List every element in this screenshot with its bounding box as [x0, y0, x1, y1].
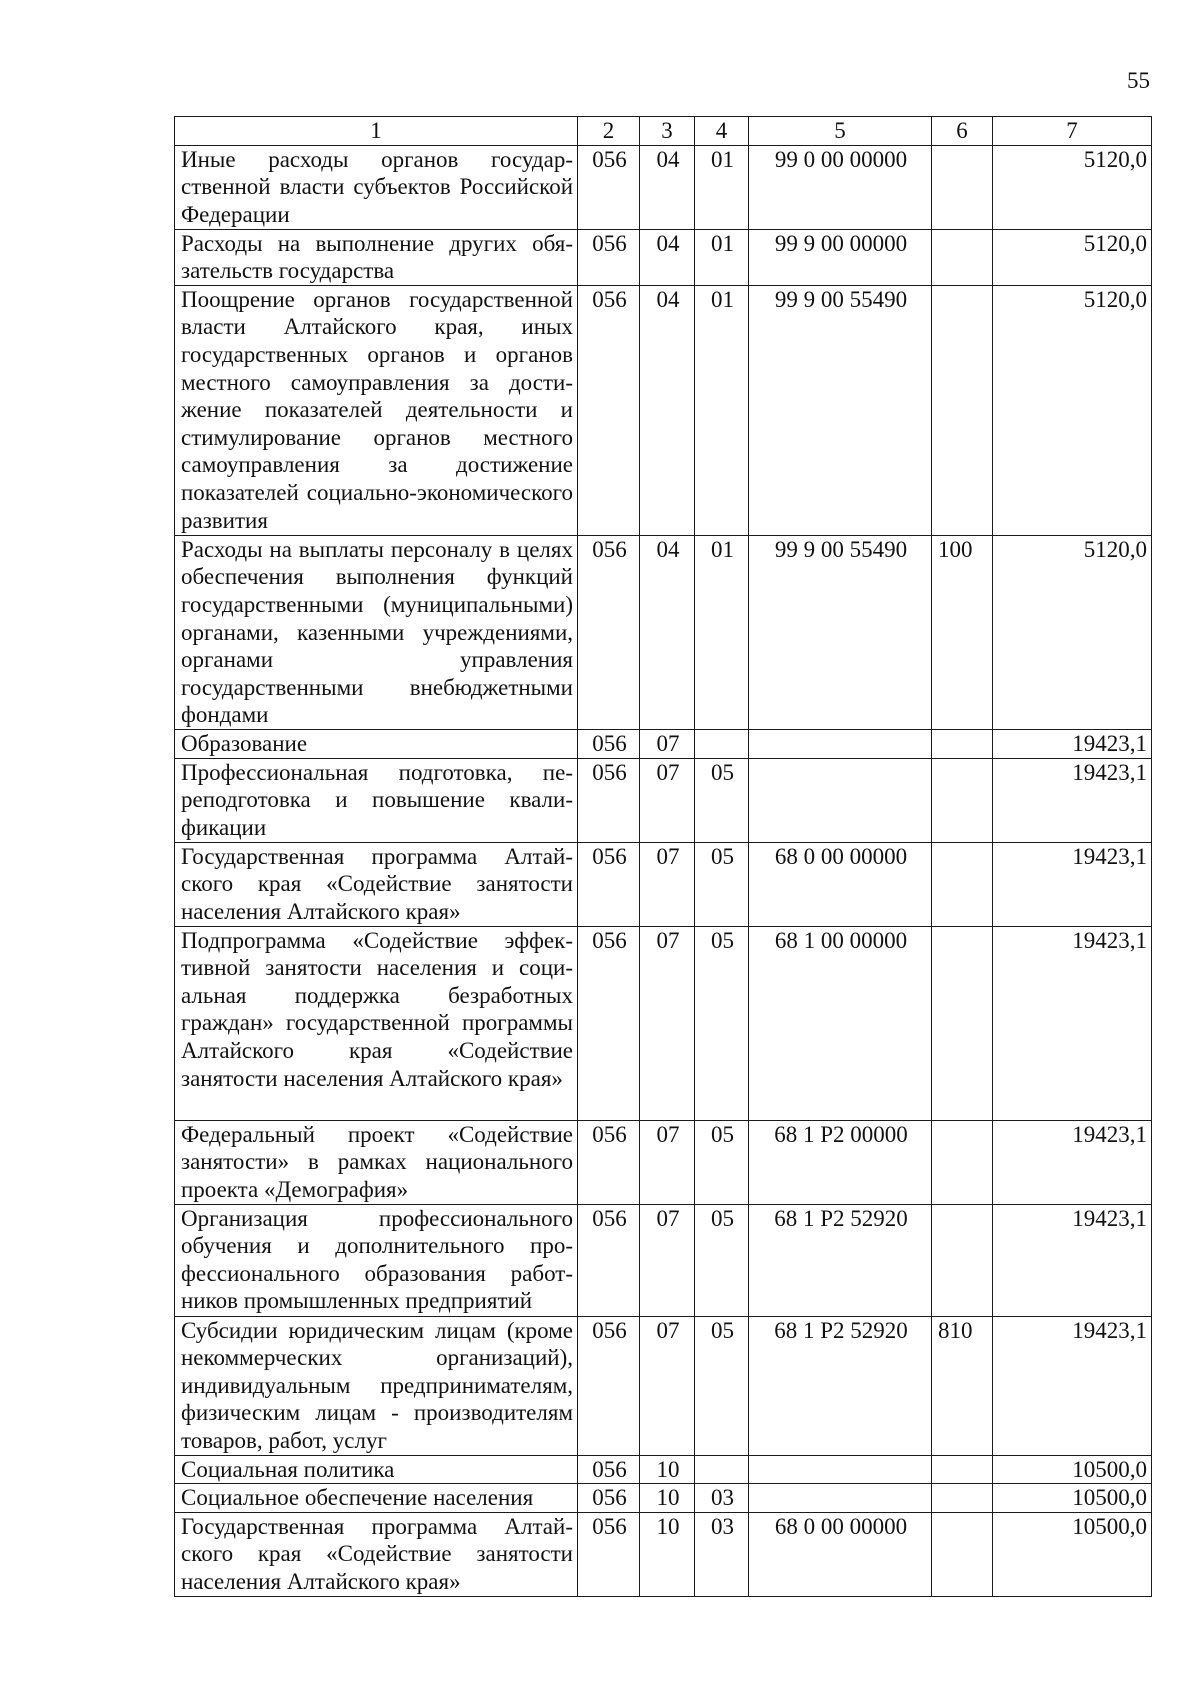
table-row — [175, 1120, 1152, 1204]
amount-cell: 5120,0 — [993, 285, 1152, 535]
section-code-cell: 07 — [640, 758, 695, 842]
header-cell: 2 — [578, 117, 640, 146]
section-code-cell: 10 — [640, 1512, 695, 1596]
table-row — [175, 1204, 1152, 1316]
row-name-cell: Федеральный проект «Содействие занятости» в рамках национального проекта «Демография» — [175, 1120, 578, 1204]
amount-cell: 19423,1 — [993, 1204, 1152, 1316]
expense-type-cell: 100 — [932, 535, 993, 729]
subsection-code-cell: 01 — [695, 285, 749, 535]
ministry-code-cell: 056 — [578, 758, 640, 842]
ministry-code-cell: 056 — [578, 926, 640, 1120]
subsection-code-cell: 05 — [695, 1316, 749, 1455]
row-name-cell: Субсидии юридическим лицам (кроме некоммерческих организаций), индивидуальным предпринимателям, физическим лицам - производителям товаров, работ, услуг — [175, 1316, 578, 1455]
subsection-code-cell: 03 — [695, 1512, 749, 1596]
subsection-code-cell: 01 — [695, 145, 749, 229]
ministry-code-cell: 056 — [578, 1204, 640, 1316]
header-row — [175, 117, 1152, 146]
subsection-code-cell: 05 — [695, 842, 749, 926]
expense-type-cell — [932, 729, 993, 758]
expense-type-cell — [932, 1484, 993, 1513]
amount-cell: 10500,0 — [993, 1512, 1152, 1596]
table-row — [175, 926, 1152, 1120]
target-article-cell: 99 0 00 00000 — [749, 145, 932, 229]
target-article-cell — [749, 1484, 932, 1513]
table-row — [175, 285, 1152, 535]
row-name-cell: Иные расходы органов государственной власти субъектов Российской Федерации — [175, 145, 578, 229]
target-article-cell: 99 9 00 55490 — [749, 285, 932, 535]
section-code-cell: 10 — [640, 1484, 695, 1513]
table-row — [175, 1316, 1152, 1455]
subsection-code-cell: 03 — [695, 1484, 749, 1513]
section-code-cell: 10 — [640, 1455, 695, 1484]
expense-type-cell — [932, 285, 993, 535]
subsection-code-cell: 05 — [695, 758, 749, 842]
target-article-cell: 68 1 P2 00000 — [749, 1120, 932, 1204]
row-name-cell: Расходы на выплаты персоналу в целях обеспечения выполнения функций государственными (муниципальными) органами, казенными учреждениями, органами управления государственными внебюджетными фондами — [175, 535, 578, 729]
ministry-code-cell: 056 — [578, 1316, 640, 1455]
header-cell: 5 — [749, 117, 932, 146]
row-name-cell: Социальная политика — [175, 1455, 578, 1484]
subsection-code-cell: 05 — [695, 1120, 749, 1204]
table-row — [175, 1512, 1152, 1596]
section-code-cell: 07 — [640, 1120, 695, 1204]
amount-cell: 10500,0 — [993, 1484, 1152, 1513]
table-row — [175, 1484, 1152, 1513]
subsection-code-cell: 01 — [695, 535, 749, 729]
target-article-cell: 99 9 00 00000 — [749, 229, 932, 285]
amount-cell: 10500,0 — [993, 1455, 1152, 1484]
table-row — [175, 729, 1152, 758]
section-code-cell: 07 — [640, 926, 695, 1120]
target-article-cell — [749, 1455, 932, 1484]
amount-cell: 19423,1 — [993, 1120, 1152, 1204]
amount-cell: 5120,0 — [993, 535, 1152, 729]
section-code-cell: 04 — [640, 285, 695, 535]
ministry-code-cell: 056 — [578, 842, 640, 926]
row-name-cell: Расходы на выполнение других обязательств государства — [175, 229, 578, 285]
amount-cell: 19423,1 — [993, 926, 1152, 1120]
page-number: 55 — [1127, 68, 1150, 93]
table-row — [175, 842, 1152, 926]
amount-cell: 19423,1 — [993, 758, 1152, 842]
ministry-code-cell: 056 — [578, 1484, 640, 1513]
row-name-cell: Подпрограмма «Содействие эффективной занятости населения и социальная поддержка безработных граждан» государственной программы Алтайского края «Содействие занятости населения Алтайского края» — [175, 926, 578, 1120]
target-article-cell — [749, 758, 932, 842]
row-name-cell: Организация профессионального обучения и дополнительного профессионального образования работников промышленных предприятий — [175, 1204, 578, 1316]
table-row — [175, 1455, 1152, 1484]
header-cell: 7 — [993, 117, 1152, 146]
amount-cell: 19423,1 — [993, 842, 1152, 926]
header-cell: 3 — [640, 117, 695, 146]
ministry-code-cell: 056 — [578, 145, 640, 229]
target-article-cell: 99 9 00 55490 — [749, 535, 932, 729]
table-row — [175, 229, 1152, 285]
row-name-cell: Образование — [175, 729, 578, 758]
ministry-code-cell: 056 — [578, 229, 640, 285]
expense-type-cell — [932, 758, 993, 842]
subsection-code-cell — [695, 729, 749, 758]
ministry-code-cell: 056 — [578, 1120, 640, 1204]
expense-type-cell: 810 — [932, 1316, 993, 1455]
expense-type-cell — [932, 1455, 993, 1484]
ministry-code-cell: 056 — [578, 1512, 640, 1596]
amount-cell: 19423,1 — [993, 729, 1152, 758]
expense-type-cell — [932, 842, 993, 926]
row-name-cell: Социальное обеспечение населения — [175, 1484, 578, 1513]
ministry-code-cell: 056 — [578, 1455, 640, 1484]
ministry-code-cell: 056 — [578, 285, 640, 535]
section-code-cell: 04 — [640, 145, 695, 229]
target-article-cell: 68 1 P2 52920 — [749, 1204, 932, 1316]
ministry-code-cell: 056 — [578, 729, 640, 758]
row-name-cell: Профессиональная подготовка, переподготовка и повышение квалификации — [175, 758, 578, 842]
header-cell: 6 — [932, 117, 993, 146]
expense-type-cell — [932, 229, 993, 285]
expense-type-cell — [932, 1512, 993, 1596]
target-article-cell: 68 1 P2 52920 — [749, 1316, 932, 1455]
expense-type-cell — [932, 1120, 993, 1204]
expense-type-cell — [932, 1204, 993, 1316]
section-code-cell: 07 — [640, 729, 695, 758]
expense-type-cell — [932, 926, 993, 1120]
subsection-code-cell: 01 — [695, 229, 749, 285]
target-article-cell: 68 0 00 00000 — [749, 1512, 932, 1596]
target-article-cell — [749, 729, 932, 758]
row-name-cell: Поощрение органов государственной власти Алтайского края, иных государственных органов и органов местного самоуправления за достижение показателей деятельности и стимулирование органов местного самоуправления за достижение показателей социально-экономического развития — [175, 285, 578, 535]
budget-table — [174, 116, 1152, 1597]
header-cell: 4 — [695, 117, 749, 146]
section-code-cell: 04 — [640, 229, 695, 285]
amount-cell: 19423,1 — [993, 1316, 1152, 1455]
section-code-cell: 04 — [640, 535, 695, 729]
section-code-cell: 07 — [640, 1204, 695, 1316]
ministry-code-cell: 056 — [578, 535, 640, 729]
row-name-cell: Государственная программа Алтайского края «Содействие занятости населения Алтайского края» — [175, 1512, 578, 1596]
amount-cell: 5120,0 — [993, 229, 1152, 285]
header-cell: 1 — [175, 117, 578, 146]
table-row — [175, 145, 1152, 229]
subsection-code-cell — [695, 1455, 749, 1484]
row-name-cell: Государственная программа Алтайского края «Содействие занятости населения Алтайского края» — [175, 842, 578, 926]
table-row — [175, 758, 1152, 842]
amount-cell: 5120,0 — [993, 145, 1152, 229]
target-article-cell: 68 0 00 00000 — [749, 842, 932, 926]
section-code-cell: 07 — [640, 1316, 695, 1455]
subsection-code-cell: 05 — [695, 926, 749, 1120]
table-row — [175, 535, 1152, 729]
expense-type-cell — [932, 145, 993, 229]
subsection-code-cell: 05 — [695, 1204, 749, 1316]
target-article-cell: 68 1 00 00000 — [749, 926, 932, 1120]
section-code-cell: 07 — [640, 842, 695, 926]
